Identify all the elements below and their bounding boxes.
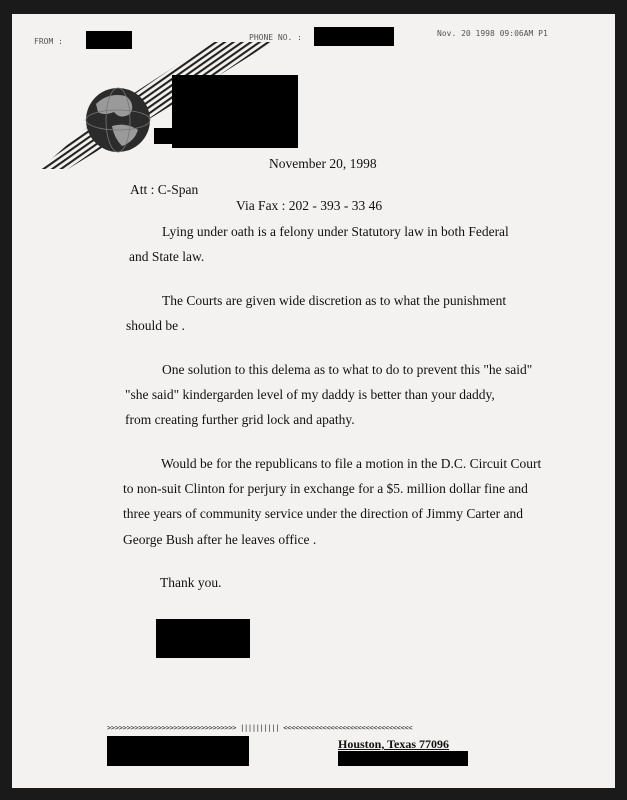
paragraph-4-line-4: George Bush after he leaves office .	[123, 532, 317, 547]
redacted-phone	[314, 27, 394, 46]
footer-city: Houston, Texas 77096	[338, 737, 450, 751]
attention-line: Att : C-Span	[130, 182, 199, 197]
paragraph-4-line-2: to non-suit Clinton for perjury in exchange for a $5. million dollar fine and	[123, 481, 528, 496]
from-label: FROM :	[34, 37, 63, 46]
paragraph-4-line-1: Would be for the republicans to file a motion in the D.C. Circuit Court	[161, 456, 542, 471]
paragraph-2-line-2: should be .	[126, 318, 185, 333]
phone-label: PHONE NO. :	[249, 33, 302, 42]
paragraph-4-line-3: three years of community service under the direction of Jimmy Carter and	[123, 506, 523, 521]
paragraph-3-line-3: from creating further grid lock and apathy.	[125, 412, 355, 427]
paragraph-2-line-1: The Courts are given wide discretion as to what the punishment	[162, 293, 507, 308]
paragraph-1-line-2: and State law.	[129, 249, 205, 264]
fax-timestamp: Nov. 20 1998 09:06AM P1	[437, 29, 548, 38]
fax-page	[12, 14, 615, 788]
redacted-signature	[156, 619, 250, 658]
paragraph-3-line-2: "she said" kindergarden level of my daddy is better than your daddy,	[125, 387, 495, 402]
paragraph-1-line-1: Lying under oath is a felony under Statutory law in both Federal	[162, 224, 509, 239]
redacted-logo-name	[172, 75, 298, 148]
redacted-phone-footer	[338, 751, 468, 766]
via-fax-line: Via Fax : 202 - 393 - 33 46	[236, 198, 383, 213]
redacted-address	[107, 736, 249, 766]
letter-date: November 20, 1998	[269, 156, 377, 171]
closing: Thank you.	[160, 575, 222, 590]
footer-arrows: >>>>>>>>>>>>>>>>>>>>>>>>>>>>>>>>> |||||||||| <<<<<<<<<<<<<<<<<<<<<<<<<<<<<<<<<	[107, 724, 413, 732]
paragraph-3-line-1: One solution to this delema as to what to do to prevent this "he said"	[162, 362, 533, 377]
redacted-logo-fragment	[154, 128, 176, 144]
